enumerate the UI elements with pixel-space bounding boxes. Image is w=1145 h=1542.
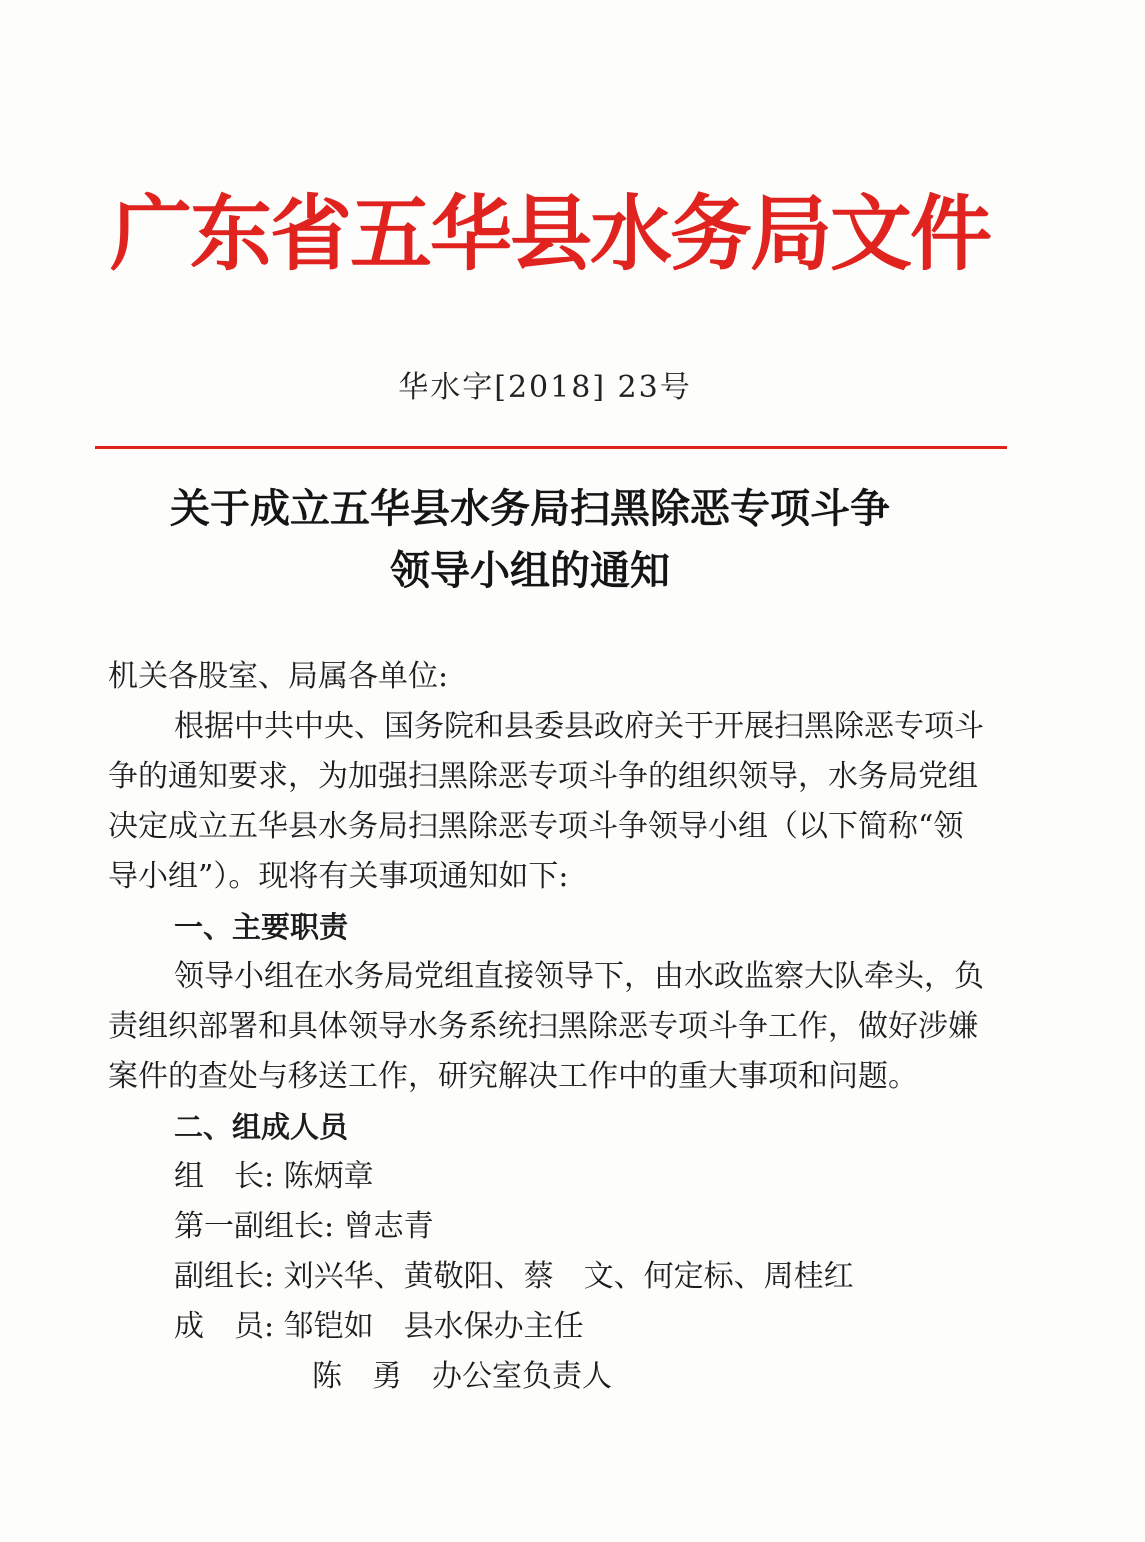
section-heading-duties: 一、主要职责 xyxy=(174,910,349,944)
intro-paragraph: 根据中共中央、国务院和县委县政府关于开展扫黑除恶专项斗争的通知要求，为加强扫黑除恶专项斗争的组织领导，水务局党组决定成立五华县水务局扫黑除恶专项斗争领导小组（以下简称“领导小组”）。现将有关事项通知如下: xyxy=(108,709,984,894)
addressee: 机关各股室、局属各单位: xyxy=(108,659,449,694)
issuing-authority-title: 广东省五华县水务局文件 xyxy=(109,187,990,282)
notice-body xyxy=(108,652,988,1402)
first-deputy-leader: 第一副组长: 曾志青 xyxy=(174,1209,434,1244)
section-heading-members: 二、组成人员 xyxy=(174,1110,349,1144)
duties-paragraph: 领导小组在水务局党组直接领导下，由水政监察大队牵头，负责组织部署和具体领导水务系统扫黑除恶专项斗争工作，做好涉嫌案件的查处与移送工作，研究解决工作中的重大事项和问题。 xyxy=(108,959,984,1094)
member-row: 成 员: 邹铠如 县水保办主任 xyxy=(174,1309,584,1344)
group-leader: 组 长: 陈炳章 xyxy=(174,1159,374,1194)
deputy-leaders: 副组长: 刘兴华、黄敬阳、蔡 文、何定标、周桂红 xyxy=(174,1259,854,1294)
red-divider-line xyxy=(95,446,1007,449)
member-row: 陈 勇 办公室负责人 xyxy=(312,1359,612,1394)
document-number: 华水字[2018] 23号 xyxy=(398,370,692,405)
notice-title xyxy=(90,478,970,602)
notice-title-line-2: 领导小组的通知 xyxy=(390,548,670,594)
notice-title-line-1: 关于成立五华县水务局扫黑除恶专项斗争 xyxy=(170,486,890,532)
